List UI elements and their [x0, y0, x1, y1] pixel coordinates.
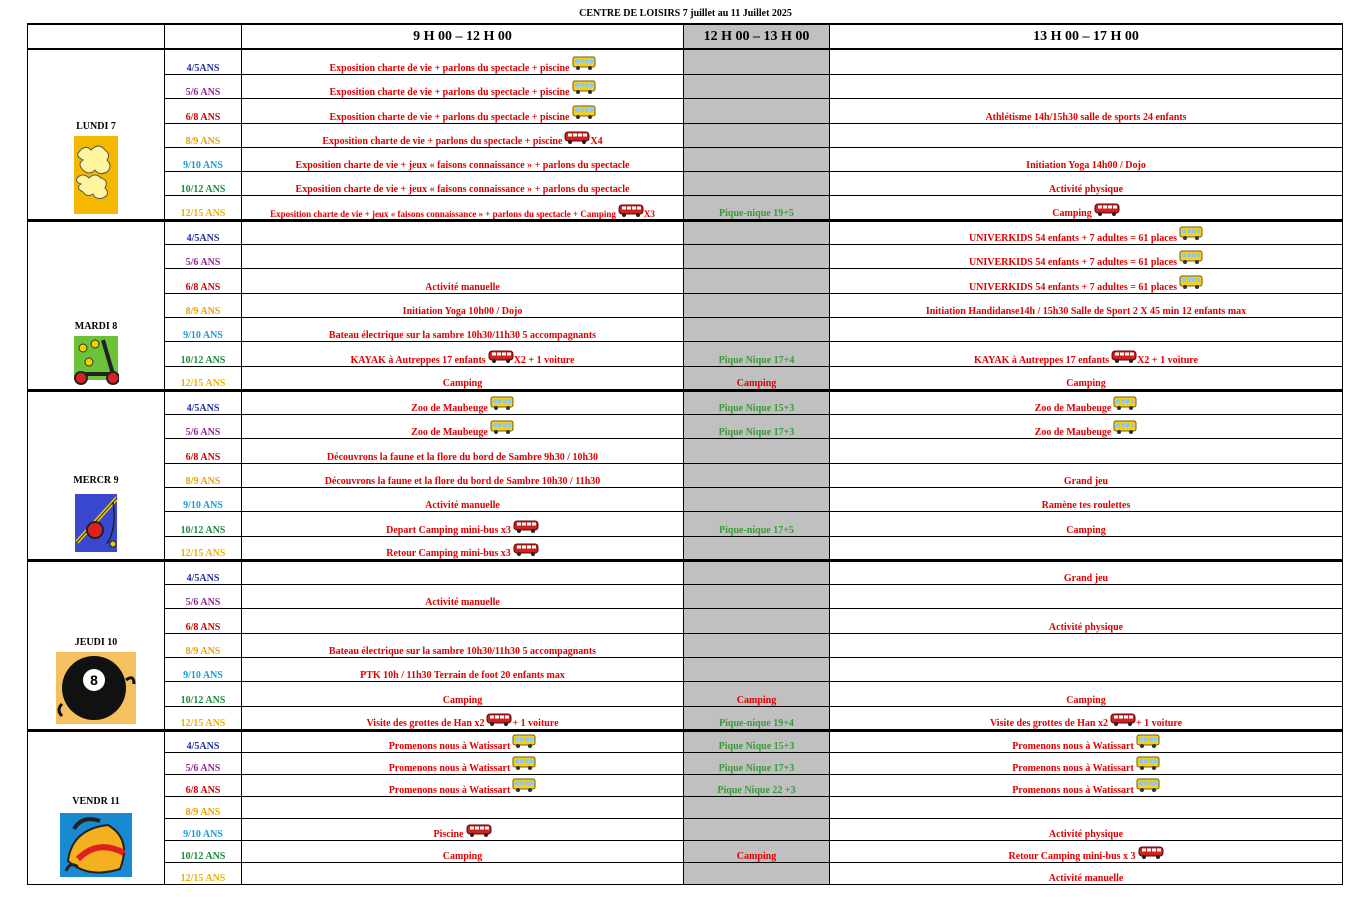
morning-activity — [242, 463, 684, 487]
activity-text: Promenons nous à Watissart — [1012, 784, 1134, 796]
school-bus-icon — [490, 419, 514, 438]
noon-activity — [684, 657, 830, 681]
morning-activity — [242, 840, 684, 862]
morning-activity — [242, 536, 684, 560]
activity-text: UNIVERKIDS 54 enfants + 7 adultes = 61 places — [968, 281, 1178, 293]
morning-activity — [242, 390, 684, 414]
schedule-row — [28, 123, 1343, 147]
header-day-blank — [28, 24, 165, 49]
noon-text: Pique Nique 15+3 — [718, 740, 795, 752]
activity-text: Exposition charte de vie + jeux « faisons connaissance » + parlons du spectacle + Camping — [270, 208, 616, 219]
noon-text: Pique Nique 17+3 — [718, 426, 795, 438]
age-group-label: 6/8 ANS — [165, 774, 242, 796]
afternoon-activity — [830, 657, 1343, 681]
age-group-label: 6/8 ANS — [165, 608, 242, 633]
activity-text: Camping — [442, 694, 483, 706]
activity-text: Depart Camping mini-bus x3 — [386, 524, 511, 536]
day-cell-mercr-9 — [28, 390, 165, 560]
activity-text: Activité manuelle — [425, 499, 500, 511]
age-group-label: 5/6 ANS — [165, 74, 242, 98]
afternoon-activity — [830, 244, 1343, 268]
afternoon-activity — [830, 317, 1343, 341]
morning-activity — [242, 438, 684, 463]
morning-activity — [242, 633, 684, 657]
schedule-table — [27, 23, 1343, 885]
afternoon-activity — [830, 560, 1343, 584]
school-bus-icon — [572, 104, 596, 123]
activity-text: Exposition charte de vie + parlons du spectacle + piscine — [329, 86, 570, 98]
noon-activity — [684, 774, 830, 796]
noon-activity — [684, 293, 830, 317]
afternoon-activity — [830, 438, 1343, 463]
morning-activity — [242, 818, 684, 840]
morning-activity — [242, 511, 684, 536]
morning-activity — [242, 657, 684, 681]
age-group-label: 6/8 ANS — [165, 438, 242, 463]
eight-ball-icon — [28, 650, 164, 729]
noon-activity — [684, 633, 830, 657]
activity-text: Activité manuelle — [1048, 872, 1124, 884]
activity-text: Promenons nous à Watissart — [388, 762, 511, 774]
activity-text: Camping — [1066, 377, 1106, 389]
activity-text: Zoo de Maubeuge — [1034, 402, 1112, 414]
morning-activity — [242, 147, 684, 171]
schedule-row — [28, 774, 1343, 796]
day-label: JEUDI 10 — [74, 636, 118, 648]
noon-activity — [684, 414, 830, 438]
noon-activity — [684, 608, 830, 633]
schedule-row — [28, 818, 1343, 840]
noon-activity — [684, 818, 830, 840]
morning-activity — [242, 706, 684, 730]
activity-text: UNIVERKIDS 54 enfants + 7 adultes = 61 places — [968, 232, 1178, 244]
noon-activity — [684, 366, 830, 390]
schedule-row — [28, 366, 1343, 390]
activity-text: Initiation Handidanse14h / 15h30 Salle de Sport 2 X 45 min 12 enfants max — [925, 305, 1247, 317]
afternoon-activity — [830, 390, 1343, 414]
day-label: VENDR 11 — [72, 795, 120, 807]
noon-text: Pique-nique 19+5 — [719, 207, 794, 219]
activity-text: KAYAK à Autreppes 17 enfants — [350, 354, 486, 366]
activity-text: Promenons nous à Watissart — [388, 740, 511, 752]
afternoon-activity — [830, 171, 1343, 195]
noon-activity — [684, 560, 830, 584]
transport-note: X2 + 1 voiture — [1137, 354, 1198, 366]
day-label: MARDI 8 — [74, 320, 118, 332]
age-group-label: 12/15 ANS — [165, 862, 242, 884]
afternoon-activity — [830, 862, 1343, 884]
schedule-row — [28, 657, 1343, 681]
noon-activity — [684, 147, 830, 171]
afternoon-activity — [830, 195, 1343, 220]
schedule-row — [28, 706, 1343, 730]
school-bus-icon — [1179, 274, 1203, 293]
afternoon-activity — [830, 220, 1343, 244]
afternoon-activity — [830, 536, 1343, 560]
activity-text: Découvrons la faune et la flore du bord de Sambre 10h30 / 11h30 — [324, 475, 601, 487]
schedule-row — [28, 730, 1343, 752]
schedule-row — [28, 74, 1343, 98]
morning-activity — [242, 341, 684, 366]
activity-text: Bateau électrique sur la sambre 10h30/11h30 5 accompagnants — [328, 329, 597, 341]
afternoon-activity — [830, 840, 1343, 862]
afternoon-activity — [830, 463, 1343, 487]
day-cell-jeudi-10 — [28, 560, 165, 730]
afternoon-activity — [830, 706, 1343, 730]
school-bus-icon — [1113, 419, 1137, 438]
activity-text: Découvrons la faune et la flore du bord de Sambre 9h30 / 10h30 — [326, 451, 599, 463]
afternoon-activity — [830, 633, 1343, 657]
noon-activity — [684, 706, 830, 730]
age-group-label: 5/6 ANS — [165, 584, 242, 608]
activity-text: Piscine — [433, 828, 464, 840]
morning-activity — [242, 774, 684, 796]
noon-activity — [684, 317, 830, 341]
afternoon-activity — [830, 366, 1343, 390]
school-bus-icon — [1136, 777, 1160, 796]
noon-text: Pique Nique 17+4 — [718, 354, 795, 366]
noon-activity — [684, 268, 830, 293]
age-group-label: 9/10 ANS — [165, 818, 242, 840]
noon-activity — [684, 123, 830, 147]
morning-activity — [242, 293, 684, 317]
day-label: MERCR 9 — [73, 474, 119, 486]
age-group-label: 8/9 ANS — [165, 293, 242, 317]
fishing-rod-icon — [28, 488, 164, 559]
day-label: LUNDI 7 — [76, 120, 116, 132]
morning-activity — [242, 752, 684, 774]
activity-text: Camping — [442, 850, 483, 862]
page-title: CENTRE DE LOISIRS 7 juillet au 11 Juillet 2025 — [579, 8, 792, 19]
morning-activity — [242, 244, 684, 268]
afternoon-activity — [830, 268, 1343, 293]
noon-activity — [684, 536, 830, 560]
schedule-row — [28, 584, 1343, 608]
activity-text: Exposition charte de vie + parlons du spectacle + piscine — [329, 62, 570, 74]
age-group-label: 9/10 ANS — [165, 657, 242, 681]
afternoon-activity — [830, 796, 1343, 818]
header-noon: 12 H 00 – 13 H 00 — [684, 24, 830, 49]
noon-activity — [684, 98, 830, 123]
noon-activity — [684, 840, 830, 862]
activity-text: Initiation Yoga 14h00 / Dojo — [1026, 159, 1146, 171]
morning-activity — [242, 862, 684, 884]
school-bus-icon — [1179, 225, 1203, 244]
schedule-row — [28, 171, 1343, 195]
header-row — [28, 24, 1343, 49]
afternoon-activity — [830, 818, 1343, 840]
noon-text: Camping — [736, 377, 777, 389]
age-group-label: 5/6 ANS — [165, 414, 242, 438]
activity-text: Athlétisme 14h/15h30 salle de sports 24 enfants — [985, 111, 1187, 123]
noon-activity — [684, 74, 830, 98]
activity-text: Initiation Yoga 10h00 / Dojo — [402, 305, 523, 317]
activity-text: Promenons nous à Watissart — [1012, 740, 1134, 752]
schedule-row — [28, 796, 1343, 818]
noon-text: Pique-nique 17+5 — [719, 524, 794, 536]
age-group-label: 12/15 ANS — [165, 536, 242, 560]
afternoon-activity — [830, 49, 1343, 74]
activity-text: Zoo de Maubeuge — [411, 402, 488, 414]
noon-activity — [684, 796, 830, 818]
schedule-row — [28, 317, 1343, 341]
afternoon-activity — [830, 511, 1343, 536]
age-group-label: 8/9 ANS — [165, 796, 242, 818]
age-group-label: 8/9 ANS — [165, 463, 242, 487]
activity-text: Activité manuelle — [425, 281, 500, 293]
age-group-label: 10/12 ANS — [165, 681, 242, 706]
activity-text: Visite des grottes de Han x2 — [989, 717, 1108, 729]
minibus-icon — [488, 349, 514, 366]
schedule-row — [28, 268, 1343, 293]
school-bus-icon — [490, 395, 514, 414]
activity-text: Promenons nous à Watissart — [388, 784, 511, 796]
noon-text: Camping — [736, 694, 777, 706]
school-bus-icon — [512, 777, 536, 796]
school-bus-icon — [1113, 395, 1137, 414]
school-bus-icon — [572, 55, 596, 74]
age-group-label: 6/8 ANS — [165, 268, 242, 293]
afternoon-activity — [830, 414, 1343, 438]
age-group-label: 5/6 ANS — [165, 244, 242, 268]
activity-text: UNIVERKIDS 54 enfants + 7 adultes = 61 places — [968, 256, 1178, 268]
morning-activity — [242, 366, 684, 390]
afternoon-activity — [830, 123, 1343, 147]
morning-activity — [242, 487, 684, 511]
activity-text: PTK 10h / 11h30 Terrain de foot 20 enfants max — [360, 669, 565, 681]
day-cell-vendr-11 — [28, 730, 165, 884]
morning-activity — [242, 560, 684, 584]
noon-activity — [684, 752, 830, 774]
activity-text: Camping — [1066, 694, 1106, 706]
age-group-label: 8/9 ANS — [165, 633, 242, 657]
activity-text: Grand jeu — [1063, 572, 1109, 584]
morning-activity — [242, 414, 684, 438]
age-group-label: 9/10 ANS — [165, 487, 242, 511]
activity-text: Bateau électrique sur la sambre 10h30/11h30 5 accompagnants — [328, 645, 597, 657]
beach-ball-icon — [28, 809, 164, 884]
age-group-label: 9/10 ANS — [165, 147, 242, 171]
schedule-row — [28, 840, 1343, 862]
schedule-row — [28, 293, 1343, 317]
noon-text: Camping — [736, 850, 777, 862]
activity-text: Zoo de Maubeuge — [1034, 426, 1112, 438]
school-bus-icon — [1136, 755, 1160, 774]
age-group-label: 4/5ANS — [165, 730, 242, 752]
noon-activity — [684, 390, 830, 414]
school-bus-icon — [512, 755, 536, 774]
schedule-row — [28, 98, 1343, 123]
noon-activity — [684, 681, 830, 706]
noon-activity — [684, 49, 830, 74]
afternoon-activity — [830, 752, 1343, 774]
activity-text: Ramène tes roulettes — [1041, 499, 1131, 511]
morning-activity — [242, 317, 684, 341]
activity-text: Camping — [1052, 207, 1092, 219]
schedule-row — [28, 536, 1343, 560]
noon-activity — [684, 195, 830, 220]
afternoon-activity — [830, 147, 1343, 171]
schedule-row — [28, 244, 1343, 268]
header-age-blank — [165, 24, 242, 49]
day-cell-lundi-7 — [28, 49, 165, 220]
minibus-icon — [564, 130, 590, 147]
age-group-label: 10/12 ANS — [165, 341, 242, 366]
morning-activity — [242, 268, 684, 293]
header-morning: 9 H 00 – 12 H 00 — [242, 24, 684, 49]
activity-text: Grand jeu — [1063, 475, 1109, 487]
schedule-row — [28, 341, 1343, 366]
activity-text: Exposition charte de vie + jeux « faisons connaissance » + parlons du spectacle — [295, 183, 630, 195]
age-group-label: 10/12 ANS — [165, 840, 242, 862]
afternoon-activity — [830, 608, 1343, 633]
schedule-row — [28, 49, 1343, 74]
noon-text: Pique Nique 22 +3 — [717, 784, 796, 796]
schedule-row — [28, 681, 1343, 706]
schedule-row — [28, 560, 1343, 584]
noon-activity — [684, 487, 830, 511]
activity-text: Promenons nous à Watissart — [1012, 762, 1134, 774]
noon-activity — [684, 220, 830, 244]
age-group-label: 12/15 ANS — [165, 366, 242, 390]
puzzle-icon — [28, 134, 164, 219]
schedule-body — [28, 49, 1343, 884]
afternoon-activity — [830, 341, 1343, 366]
schedule-row — [28, 438, 1343, 463]
activity-text: Camping — [442, 377, 483, 389]
activity-text: Activité physique — [1048, 828, 1124, 840]
morning-activity — [242, 730, 684, 752]
minibus-icon — [513, 519, 539, 536]
minibus-icon — [466, 823, 492, 840]
noon-activity — [684, 438, 830, 463]
morning-activity — [242, 681, 684, 706]
afternoon-activity — [830, 774, 1343, 796]
age-group-label: 8/9 ANS — [165, 123, 242, 147]
afternoon-activity — [830, 584, 1343, 608]
morning-activity — [242, 98, 684, 123]
noon-activity — [684, 584, 830, 608]
minibus-icon — [1094, 202, 1120, 219]
morning-activity — [242, 171, 684, 195]
header-afternoon: 13 H 00 – 17 H 00 — [830, 24, 1343, 49]
schedule-row — [28, 195, 1343, 220]
activity-text: Retour Camping mini-bus x3 — [386, 547, 511, 559]
schedule-row — [28, 752, 1343, 774]
minibus-icon — [1110, 712, 1136, 729]
morning-activity — [242, 123, 684, 147]
minibus-icon — [513, 542, 539, 559]
day-cell-mardi-8 — [28, 220, 165, 390]
age-group-label: 5/6 ANS — [165, 752, 242, 774]
morning-activity — [242, 195, 684, 220]
morning-activity — [242, 74, 684, 98]
schedule-row — [28, 608, 1343, 633]
activity-text: Camping — [1066, 524, 1106, 536]
activity-text: Activité manuelle — [425, 596, 500, 608]
activity-text: Zoo de Maubeuge — [411, 426, 488, 438]
morning-activity — [242, 796, 684, 818]
morning-activity — [242, 608, 684, 633]
schedule-row — [28, 414, 1343, 438]
afternoon-activity — [830, 681, 1343, 706]
transport-note: X4 — [590, 135, 603, 147]
transport-note: + 1 voiture — [1135, 717, 1183, 729]
activity-text: Activité physique — [1048, 621, 1124, 633]
age-group-label: 4/5ANS — [165, 390, 242, 414]
activity-text: Exposition charte de vie + jeux « faisons connaissance » + parlons du spectacle — [295, 159, 630, 171]
minibus-icon — [618, 203, 644, 219]
age-group-label: 12/15 ANS — [165, 706, 242, 730]
afternoon-activity — [830, 487, 1343, 511]
morning-activity — [242, 220, 684, 244]
noon-activity — [684, 511, 830, 536]
age-group-label: 12/15 ANS — [165, 195, 242, 220]
age-group-label: 10/12 ANS — [165, 171, 242, 195]
school-bus-icon — [1136, 733, 1160, 752]
noon-text: Pique Nique 15+3 — [718, 402, 795, 414]
noon-activity — [684, 341, 830, 366]
schedule-row — [28, 487, 1343, 511]
noon-activity — [684, 730, 830, 752]
activity-text: KAYAK à Autreppes 17 enfants — [973, 354, 1110, 366]
minibus-icon — [1111, 349, 1137, 366]
age-group-label: 6/8 ANS — [165, 98, 242, 123]
afternoon-activity — [830, 98, 1343, 123]
noon-activity — [684, 463, 830, 487]
noon-activity — [684, 171, 830, 195]
activity-text: Exposition charte de vie + parlons du spectacle + piscine — [322, 135, 563, 147]
noon-text: Pique Nique 17+3 — [718, 762, 795, 774]
school-bus-icon — [1179, 249, 1203, 268]
afternoon-activity — [830, 730, 1343, 752]
scooter-icon — [28, 334, 164, 389]
schedule-row — [28, 633, 1343, 657]
minibus-icon — [1138, 845, 1164, 862]
schedule-row — [28, 463, 1343, 487]
schedule-row — [28, 220, 1343, 244]
noon-text: Pique-nique 19+4 — [719, 717, 794, 729]
age-group-label: 9/10 ANS — [165, 317, 242, 341]
noon-activity — [684, 862, 830, 884]
age-group-label: 4/5ANS — [165, 49, 242, 74]
svg-text:8: 8 — [90, 671, 98, 688]
school-bus-icon — [512, 733, 536, 752]
schedule-row — [28, 862, 1343, 884]
morning-activity — [242, 584, 684, 608]
minibus-icon — [486, 712, 512, 729]
noon-activity — [684, 244, 830, 268]
schedule-row — [28, 147, 1343, 171]
afternoon-activity — [830, 293, 1343, 317]
morning-activity — [242, 49, 684, 74]
age-group-label: 10/12 ANS — [165, 511, 242, 536]
transport-note: X3 — [643, 208, 655, 219]
age-group-label: 4/5ANS — [165, 220, 242, 244]
age-group-label: 4/5ANS — [165, 560, 242, 584]
schedule-row — [28, 511, 1343, 536]
activity-text: Exposition charte de vie + parlons du spectacle + piscine — [329, 111, 570, 123]
transport-note: + 1 voiture — [512, 717, 559, 729]
activity-text: Activité physique — [1048, 183, 1124, 195]
transport-note: X2 + 1 voiture — [513, 354, 575, 366]
afternoon-activity — [830, 74, 1343, 98]
activity-text: Retour Camping mini-bus x 3 — [1008, 850, 1136, 862]
schedule-row — [28, 390, 1343, 414]
school-bus-icon — [572, 79, 596, 98]
activity-text: Visite des grottes de Han x2 — [366, 717, 485, 729]
